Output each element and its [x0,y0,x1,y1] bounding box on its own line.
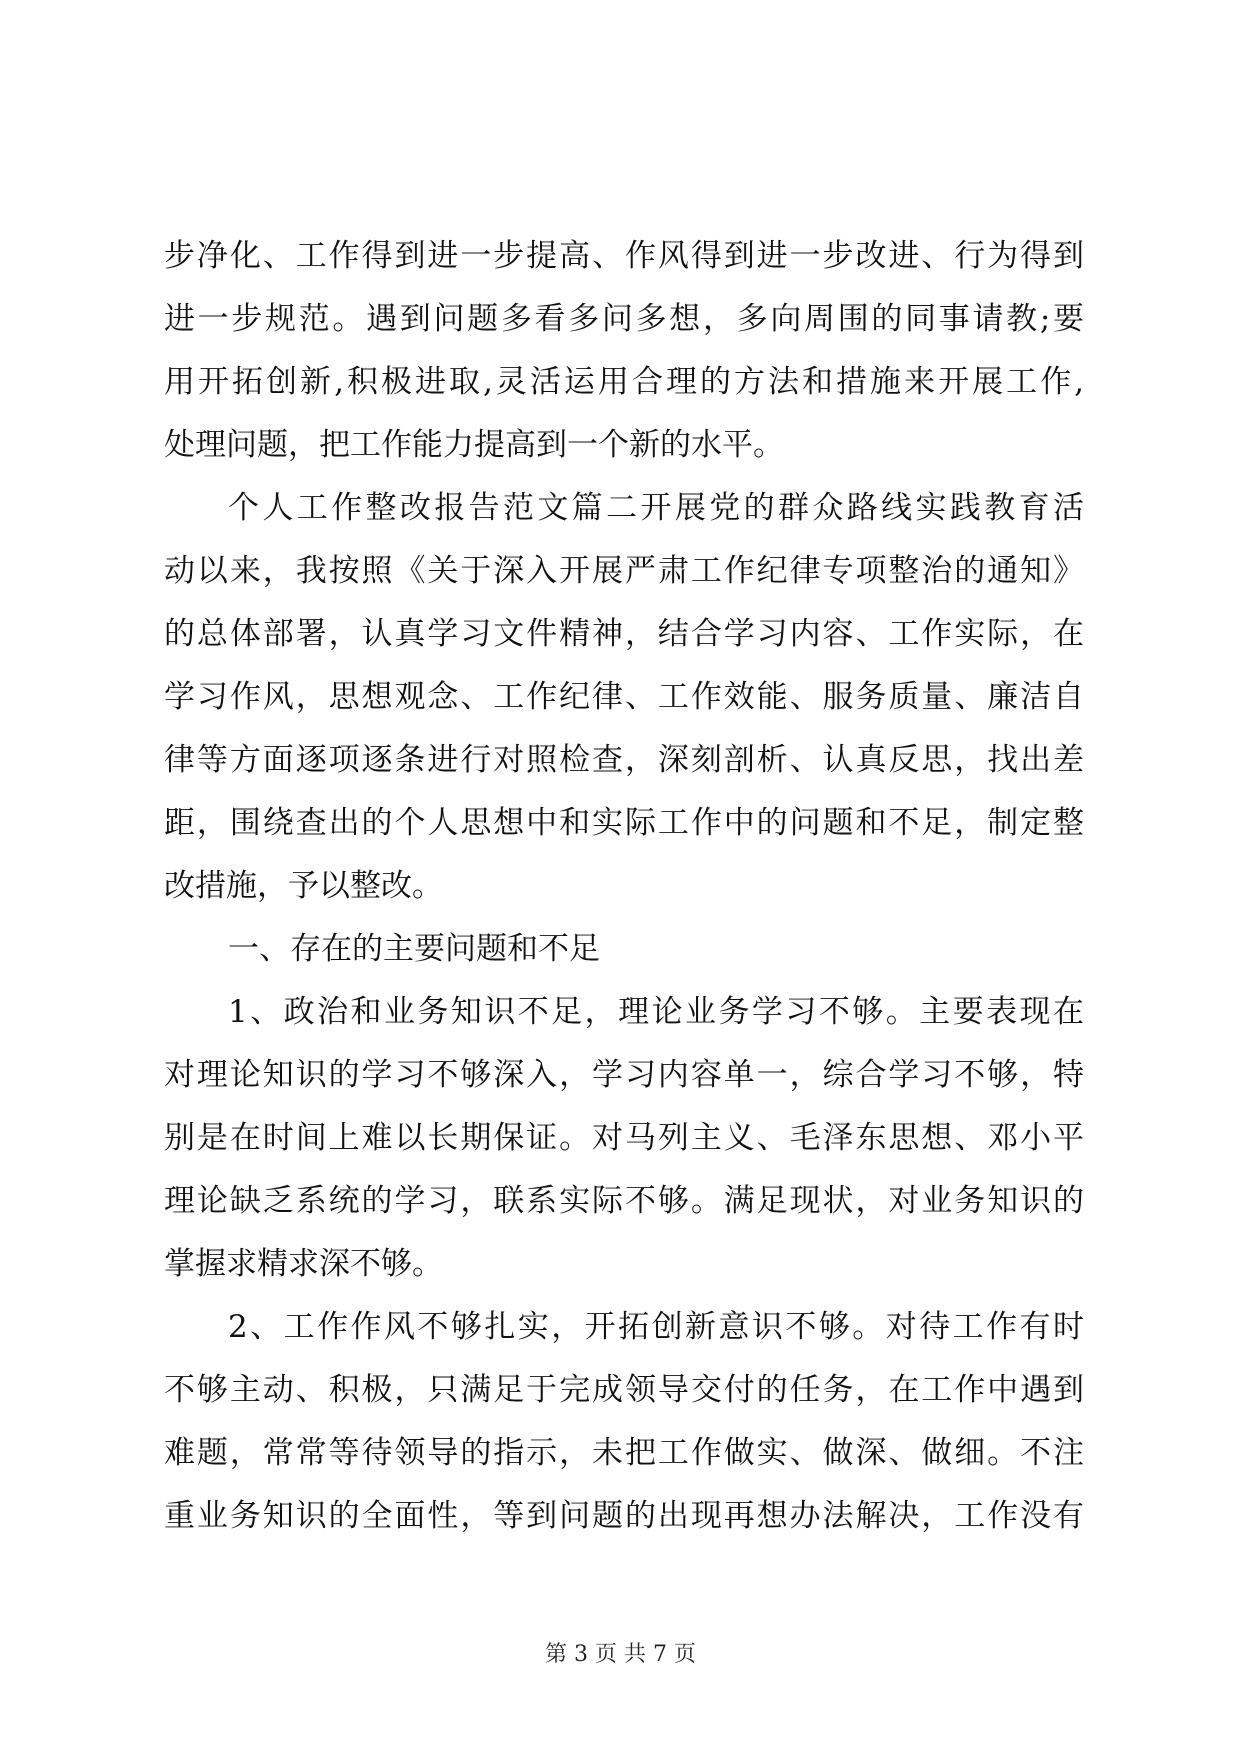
text-line: 别是在时间上难以长期保证。对马列主义、毛泽东思想、邓小平 [164,1120,1084,1156]
text-line: 步净化、工作得到进一步提高、作风得到进一步改进、行为得到 [164,238,1084,274]
text-line: 处理问题，把工作能力提高到一个新的水平。 [164,427,784,463]
section-heading [164,918,1084,981]
text-line: 动以来，我按照《关于深入开展严肃工作纪律专项整治的通知》 [164,553,1084,589]
text-line: 1、政治和业务知识不足，理论业务学习不够。主要表现在 [228,994,1084,1030]
document-body [164,225,1084,1548]
text-line: 距，围绕查出的个人思想中和实际工作中的问题和不足，制定整 [164,805,1084,841]
paragraph-item-2 [164,1296,1084,1548]
text-line: 用开拓创新,积极进取,灵活运用合理的方法和措施来开展工作, [164,364,1084,400]
text-line: 改措施，予以整改。 [164,868,443,904]
text-line: 对理论知识的学习不够深入，学习内容单一，综合学习不够，特 [164,1057,1084,1093]
page-number-label: 第 3 页 共 7 页 [545,1642,696,1667]
text-line: 的总体部署，认真学习文件精神，结合学习内容、工作实际，在 [164,616,1084,652]
text-line: 不够主动、积极，只满足于完成领导交付的任务，在工作中遇到 [164,1372,1084,1408]
text-line: 难题，常常等待领导的指示，未把工作做实、做深、做细。不注 [164,1435,1084,1471]
paragraph-continuation [164,225,1084,477]
text-line: 律等方面逐项逐条进行对照检查，深刻剖析、认真反思，找出差 [164,742,1084,778]
text-line: 学习作风，思想观念、工作纪律、工作效能、服务质量、廉洁自 [164,679,1084,715]
paragraph-intro [164,477,1084,918]
text-line: 掌握求精求深不够。 [164,1246,443,1282]
text-line: 个人工作整改报告范文篇二开展党的群众路线实践教育活 [228,490,1084,526]
page-footer [0,1640,1241,1670]
text-line: 重业务知识的全面性，等到问题的出现再想办法解决，工作没有 [164,1498,1084,1534]
text-line: 2、工作作风不够扎实，开拓创新意识不够。对待工作有时 [228,1309,1084,1345]
paragraph-item-1 [164,981,1084,1296]
text-line: 理论缺乏系统的学习，联系实际不够。满足现状，对业务知识的 [164,1183,1084,1219]
text-line: 进一步规范。遇到问题多看多问多想，多向周围的同事请教;要 [164,301,1084,337]
heading-line: 一、存在的主要问题和不足 [228,931,600,967]
